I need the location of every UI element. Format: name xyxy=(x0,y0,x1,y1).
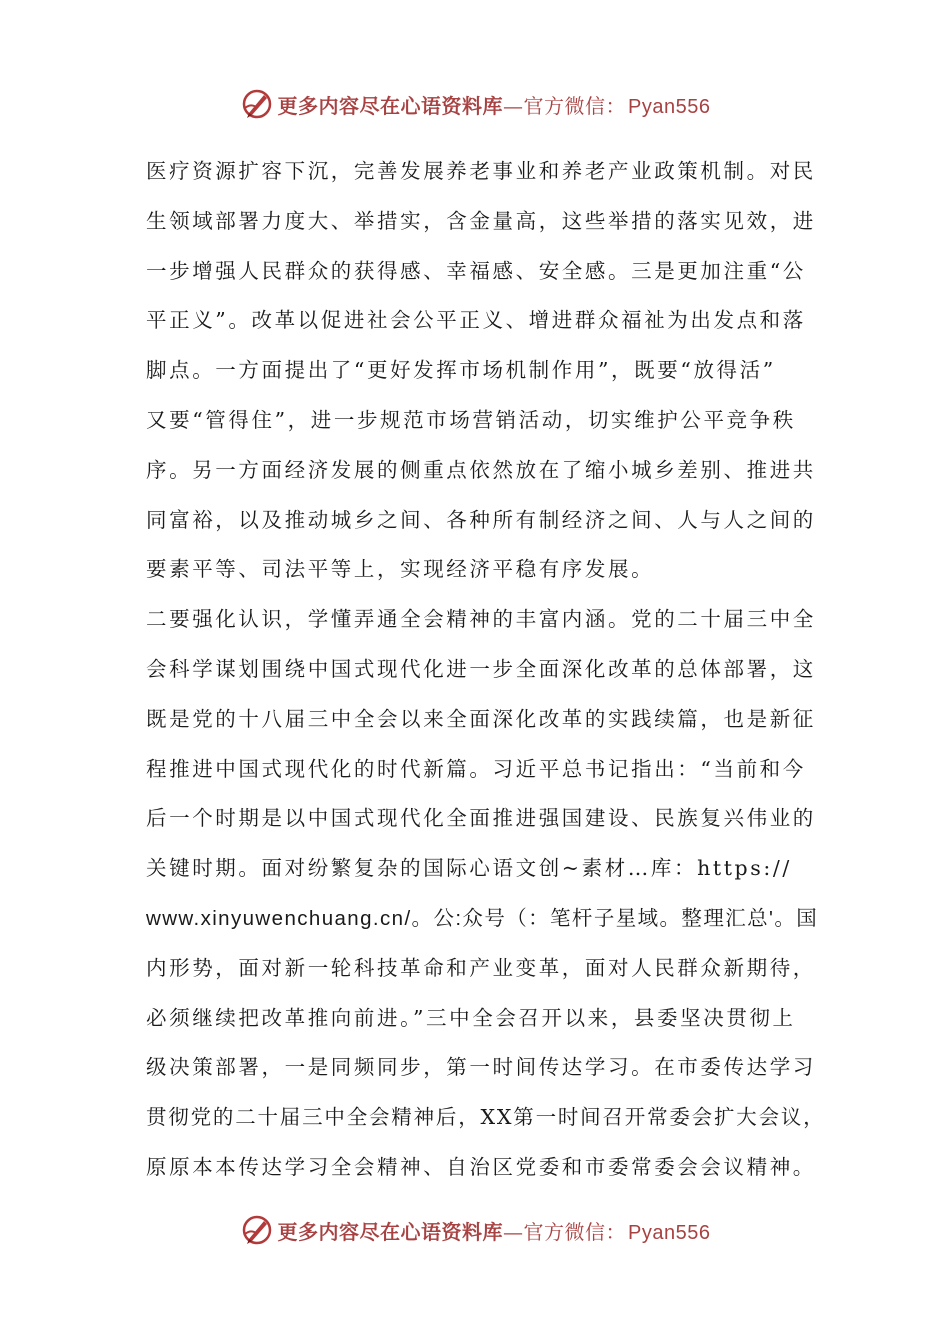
text-line: 同富裕，以及推动城乡之间、各种所有制经济之间、人与人之间的 xyxy=(146,507,816,532)
footer-handle: Pyan556 xyxy=(628,1221,711,1244)
text-line: 原原本本传达学习全会精神、自治区党委和市委常委会会议精神。 xyxy=(146,1154,816,1179)
header-wechat-label: 官方微信： xyxy=(523,93,627,118)
text-line: 生领域部署力度大、举措实，含金量高，这些举措的落实见效，进 xyxy=(146,208,816,233)
text-line: 医疗资源扩容下沉，完善发展养老事业和养老产业政策机制。对民 xyxy=(146,159,816,183)
text-line: 关键时期。面对纷繁复杂的国际心语文创~素材…库：https:// xyxy=(146,856,792,881)
text-line: 贯彻党的二十届三中全会精神后，XX第一时间召开常委会扩大会议， xyxy=(146,1105,826,1130)
text-line: 必须继续把改革推向前进。”三中全会召开以来，县委坚决贯彻上 xyxy=(146,1005,796,1030)
text-line: 程推进中国式现代化的时代新篇。习近平总书记指出：“当前和今 xyxy=(146,756,806,781)
pen-logo-icon xyxy=(240,87,274,121)
footer-wechat-label: 官方微信： xyxy=(523,1219,627,1244)
text-line: www.xinyuwenchuang.cn/。公:众号（：笔杆子星域。整理汇总'。国 xyxy=(146,906,819,930)
header-banner xyxy=(0,82,950,126)
text-line: 二要强化认识，学懂弄通全会精神的丰富内涵。党的二十届三中全 xyxy=(146,607,816,632)
text-line: 既是党的十八届三中全会以来全面深化改革的实践续篇，也是新征 xyxy=(146,706,816,731)
footer-separator: — xyxy=(503,1219,524,1244)
text-line: 级决策部署，一是同频同步，第一时间传达学习。在市委传达学习 xyxy=(146,1055,816,1080)
header-text xyxy=(278,90,711,119)
text-line: 会科学谋划围绕中国式现代化进一步全面深化改革的总体部署，这 xyxy=(146,656,816,681)
text-line: 后一个时期是以中国式现代化全面推进强国建设、民族复兴伟业的 xyxy=(146,806,816,831)
pen-logo-icon xyxy=(240,1213,274,1247)
header-handle: Pyan556 xyxy=(628,95,711,118)
text-line: 序。另一方面经济发展的侧重点依然放在了缩小城乡差别、推进共 xyxy=(146,457,816,482)
header-brand: 更多内容尽在心语资料库 xyxy=(277,93,504,118)
text-line: 脚点。一方面提出了“更好发挥市场机制作用”，既要“放得活” xyxy=(146,358,776,383)
footer-banner xyxy=(0,1208,950,1252)
header-separator: — xyxy=(503,93,524,118)
text-line: 要素平等、司法平等上，实现经济平稳有序发展。 xyxy=(146,557,655,582)
footer-text xyxy=(278,1216,711,1245)
text-line: 一步增强人民群众的获得感、幸福感、安全感。三是更加注重“公 xyxy=(146,258,806,283)
document-body xyxy=(146,147,826,1193)
text-line: 又要“管得住”，进一步规范市场营销活动，切实维护公平竞争秩 xyxy=(146,407,796,432)
text-line: 内形势，面对新一轮科技革命和产业变革，面对人民群众新期待， xyxy=(146,955,816,980)
footer-brand: 更多内容尽在心语资料库 xyxy=(277,1219,504,1244)
text-line: 平正义”。改革以促进社会公平正义、增进群众福祉为出发点和落 xyxy=(146,308,806,333)
